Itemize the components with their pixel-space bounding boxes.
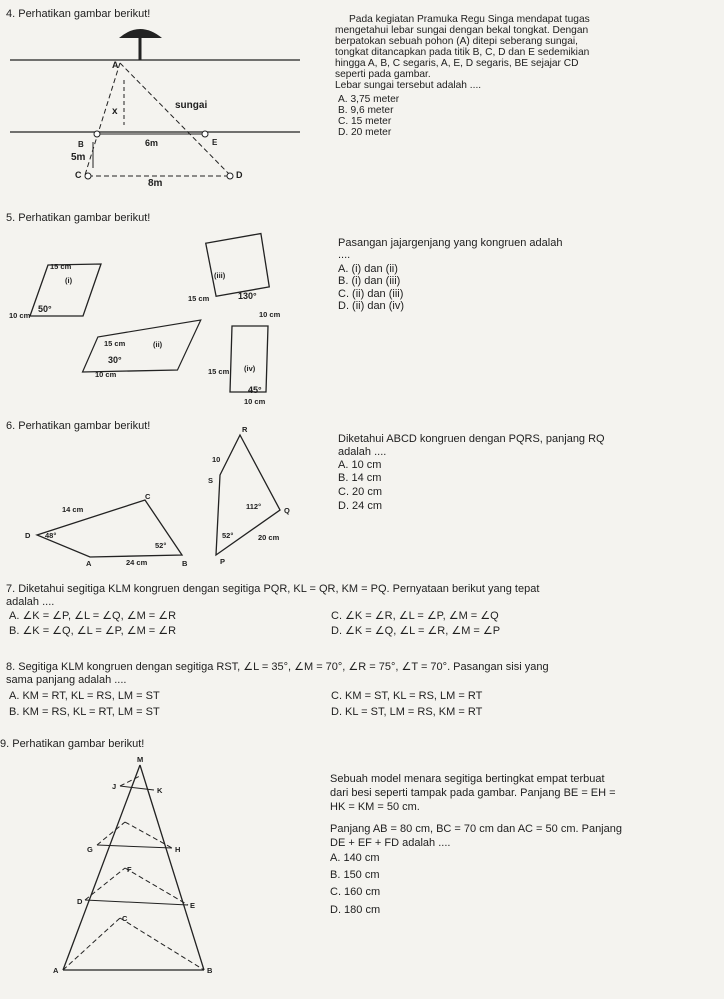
q4-text-3: berpatokan sebuah pohon (A) ditepi seberang sungai, [335, 36, 578, 47]
q6-label-c: C [145, 492, 151, 501]
q6-label-r: R [242, 425, 248, 434]
q5-label-130deg: 130° [238, 291, 257, 301]
q4-text-5: hingga A, B, C segaris, A, E, D segaris, BE sejajar CD [335, 58, 579, 69]
q6-label-52deg-b: 52° [222, 531, 234, 540]
q7-text-2: adalah .... [6, 596, 55, 608]
q9-label-c: C [122, 914, 128, 923]
q9-label-d: D [77, 897, 83, 906]
q5-option-b[interactable]: B. (i) dan (iii) [338, 275, 401, 287]
q9-option-a[interactable]: A. 140 cm [330, 852, 380, 864]
q4-label-e: E [212, 138, 218, 147]
q9-label-e: E [190, 901, 196, 910]
q5-label-50deg: 50° [38, 304, 52, 314]
q4-text-4: tongkat ditancapkan pada titik B, C, D dan E sedemikian [335, 47, 590, 58]
q6-label-112deg: 112° [246, 502, 262, 511]
q5-label-15cm-iii: 15 cm [188, 294, 210, 303]
q9-label-k: K [157, 786, 163, 795]
q5-option-c[interactable]: C. (ii) dan (iii) [338, 288, 404, 300]
q9-label-b: B [207, 966, 213, 975]
q5-option-d[interactable]: D. (ii) dan (iv) [338, 300, 405, 312]
q9-question-2: dari besi seperti tampak pada gambar. Panjang BE = EH = [330, 787, 616, 799]
q8-option-d[interactable]: D. KL = ST, LM = RS, KM = RT [331, 706, 483, 718]
q9-label-g: G [87, 845, 93, 854]
q4-text-6: seperti pada gambar. [335, 69, 431, 80]
q6-label-q: Q [284, 506, 290, 515]
q6-label-10: 10 [212, 455, 221, 464]
q4-label-sungai: sungai [175, 100, 208, 111]
q4-label-a: A [112, 60, 119, 70]
q5-label-iii: (iii) [214, 271, 226, 280]
q9-label-m: M [137, 755, 144, 764]
q5-label-i: (i) [65, 276, 73, 285]
q6-option-a[interactable]: A. 10 cm [338, 459, 382, 471]
q6-label-b: B [182, 559, 188, 568]
q8-text-2: sama panjang adalah .... [6, 674, 127, 686]
q6-question-1: Diketahui ABCD kongruen dengan PQRS, panjang RQ [338, 433, 605, 445]
q6-label-14cm: 14 cm [62, 505, 84, 514]
q4-option-a[interactable]: A. 3,75 meter [338, 94, 400, 105]
q5-label-10cm-iii: 10 cm [259, 310, 281, 319]
q4-option-d[interactable]: D. 20 meter [338, 127, 392, 138]
q9-question-5: DE + EF + FD adalah .... [330, 837, 451, 849]
q5-label-10cm-ii: 10 cm [95, 370, 117, 379]
q5-title: 5. Perhatikan gambar berikut! [6, 212, 151, 224]
q4-title: 4. Perhatikan gambar berikut! [6, 8, 151, 20]
q6-label-20cm: 20 cm [258, 533, 280, 542]
q4-label-d: D [236, 170, 243, 180]
q9-label-j: J [112, 782, 117, 791]
q6-label-52deg: 52° [155, 541, 167, 550]
q7-option-a[interactable]: A. ∠K = ∠P, ∠L = ∠Q, ∠M = ∠R [9, 610, 177, 622]
q5-label-10cm-i: 10 cm [9, 311, 31, 320]
q7-option-d[interactable]: D. ∠K = ∠Q, ∠L = ∠R, ∠M = ∠P [331, 625, 501, 637]
q8-option-b[interactable]: B. KM = RS, KL = RT, LM = ST [9, 706, 160, 718]
q4-label-b: B [78, 140, 84, 149]
q4-option-b[interactable]: B. 9,6 meter [338, 105, 394, 116]
q9-title: 9. Perhatikan gambar berikut! [0, 738, 145, 750]
q6-option-b[interactable]: B. 14 cm [338, 472, 382, 484]
q4-label-8m: 8m [148, 178, 163, 189]
q4-label-6m: 6m [145, 138, 159, 148]
q6-option-c[interactable]: C. 20 cm [338, 486, 383, 498]
q5-label-15cm-i: 15 cm [50, 262, 72, 271]
q4-text-2: mengetahui lebar sungai dengan bekal tongkat. Dengan [335, 25, 589, 36]
q6-title: 6. Perhatikan gambar berikut! [6, 420, 151, 432]
q5-label-15cm-iv: 15 cm [208, 367, 230, 376]
q5-question-1: Pasangan jajargenjang yang kongruen adalah [338, 237, 563, 249]
q5-label-15cm-ii: 15 cm [104, 339, 126, 348]
q9-question-1: Sebuah model menara segitiga bertingkat empat terbuat [330, 773, 605, 785]
q8-option-c[interactable]: C. KM = ST, KL = RS, LM = RT [331, 690, 483, 702]
q4-option-c[interactable]: C. 15 meter [338, 116, 392, 127]
q6-label-48deg: 48° [45, 531, 57, 540]
q6-question-2: adalah .... [338, 446, 387, 458]
q9-label-h: H [175, 845, 181, 854]
q5-label-ii: (ii) [153, 340, 163, 349]
q5-question-2: .... [338, 249, 351, 261]
q6-option-d[interactable]: D. 24 cm [338, 500, 383, 512]
q5-label-10cm-iv: 10 cm [244, 397, 266, 406]
q6-label-d: D [25, 531, 31, 540]
q7-option-b[interactable]: B. ∠K = ∠Q, ∠L = ∠P, ∠M = ∠R [9, 625, 177, 637]
q9-option-c[interactable]: C. 160 cm [330, 886, 381, 898]
q9-question-3: HK = KM = 50 cm. [330, 801, 420, 813]
q4-text-7: Lebar sungai tersebut adalah .... [335, 80, 482, 91]
q4-label-x: x [112, 106, 118, 117]
q7-option-c[interactable]: C. ∠K = ∠R, ∠L = ∠P, ∠M = ∠Q [331, 610, 499, 622]
q4-text-1: Pada kegiatan Pramuka Regu Singa mendapat tugas [349, 14, 590, 25]
q5-label-45deg: 45° [248, 385, 262, 395]
q6-label-p: P [220, 557, 226, 566]
q5-label-30deg: 30° [108, 355, 122, 365]
q4-label-5m: 5m [71, 152, 86, 163]
q5-label-iv: (iv) [244, 364, 256, 373]
q9-label-a: A [53, 966, 59, 975]
q8-text: 8. Segitiga KLM kongruen dengan segitiga RST, ∠L = 35°, ∠M = 70°, ∠R = 75°, ∠T = 70°. Pasangan sisi yang [6, 661, 549, 673]
q9-option-b[interactable]: B. 150 cm [330, 869, 380, 881]
q6-label-a: A [86, 559, 92, 568]
q6-label-s: S [208, 476, 214, 485]
q9-label-f: F [127, 865, 132, 874]
q9-option-d[interactable]: D. 180 cm [330, 904, 381, 916]
q8-option-a[interactable]: A. KM = RT, KL = RS, LM = ST [9, 690, 160, 702]
q9-question-4: Panjang AB = 80 cm, BC = 70 cm dan AC = 50 cm. Panjang [330, 823, 622, 835]
q7-text: 7. Diketahui segitiga KLM kongruen dengan segitiga PQR, KL = QR, KM = PQ. Pernyataan berikut yang tepat [6, 583, 540, 595]
q5-option-a[interactable]: A. (i) dan (ii) [338, 263, 398, 275]
q6-label-24cm: 24 cm [126, 558, 148, 567]
q4-label-c: C [75, 170, 82, 180]
